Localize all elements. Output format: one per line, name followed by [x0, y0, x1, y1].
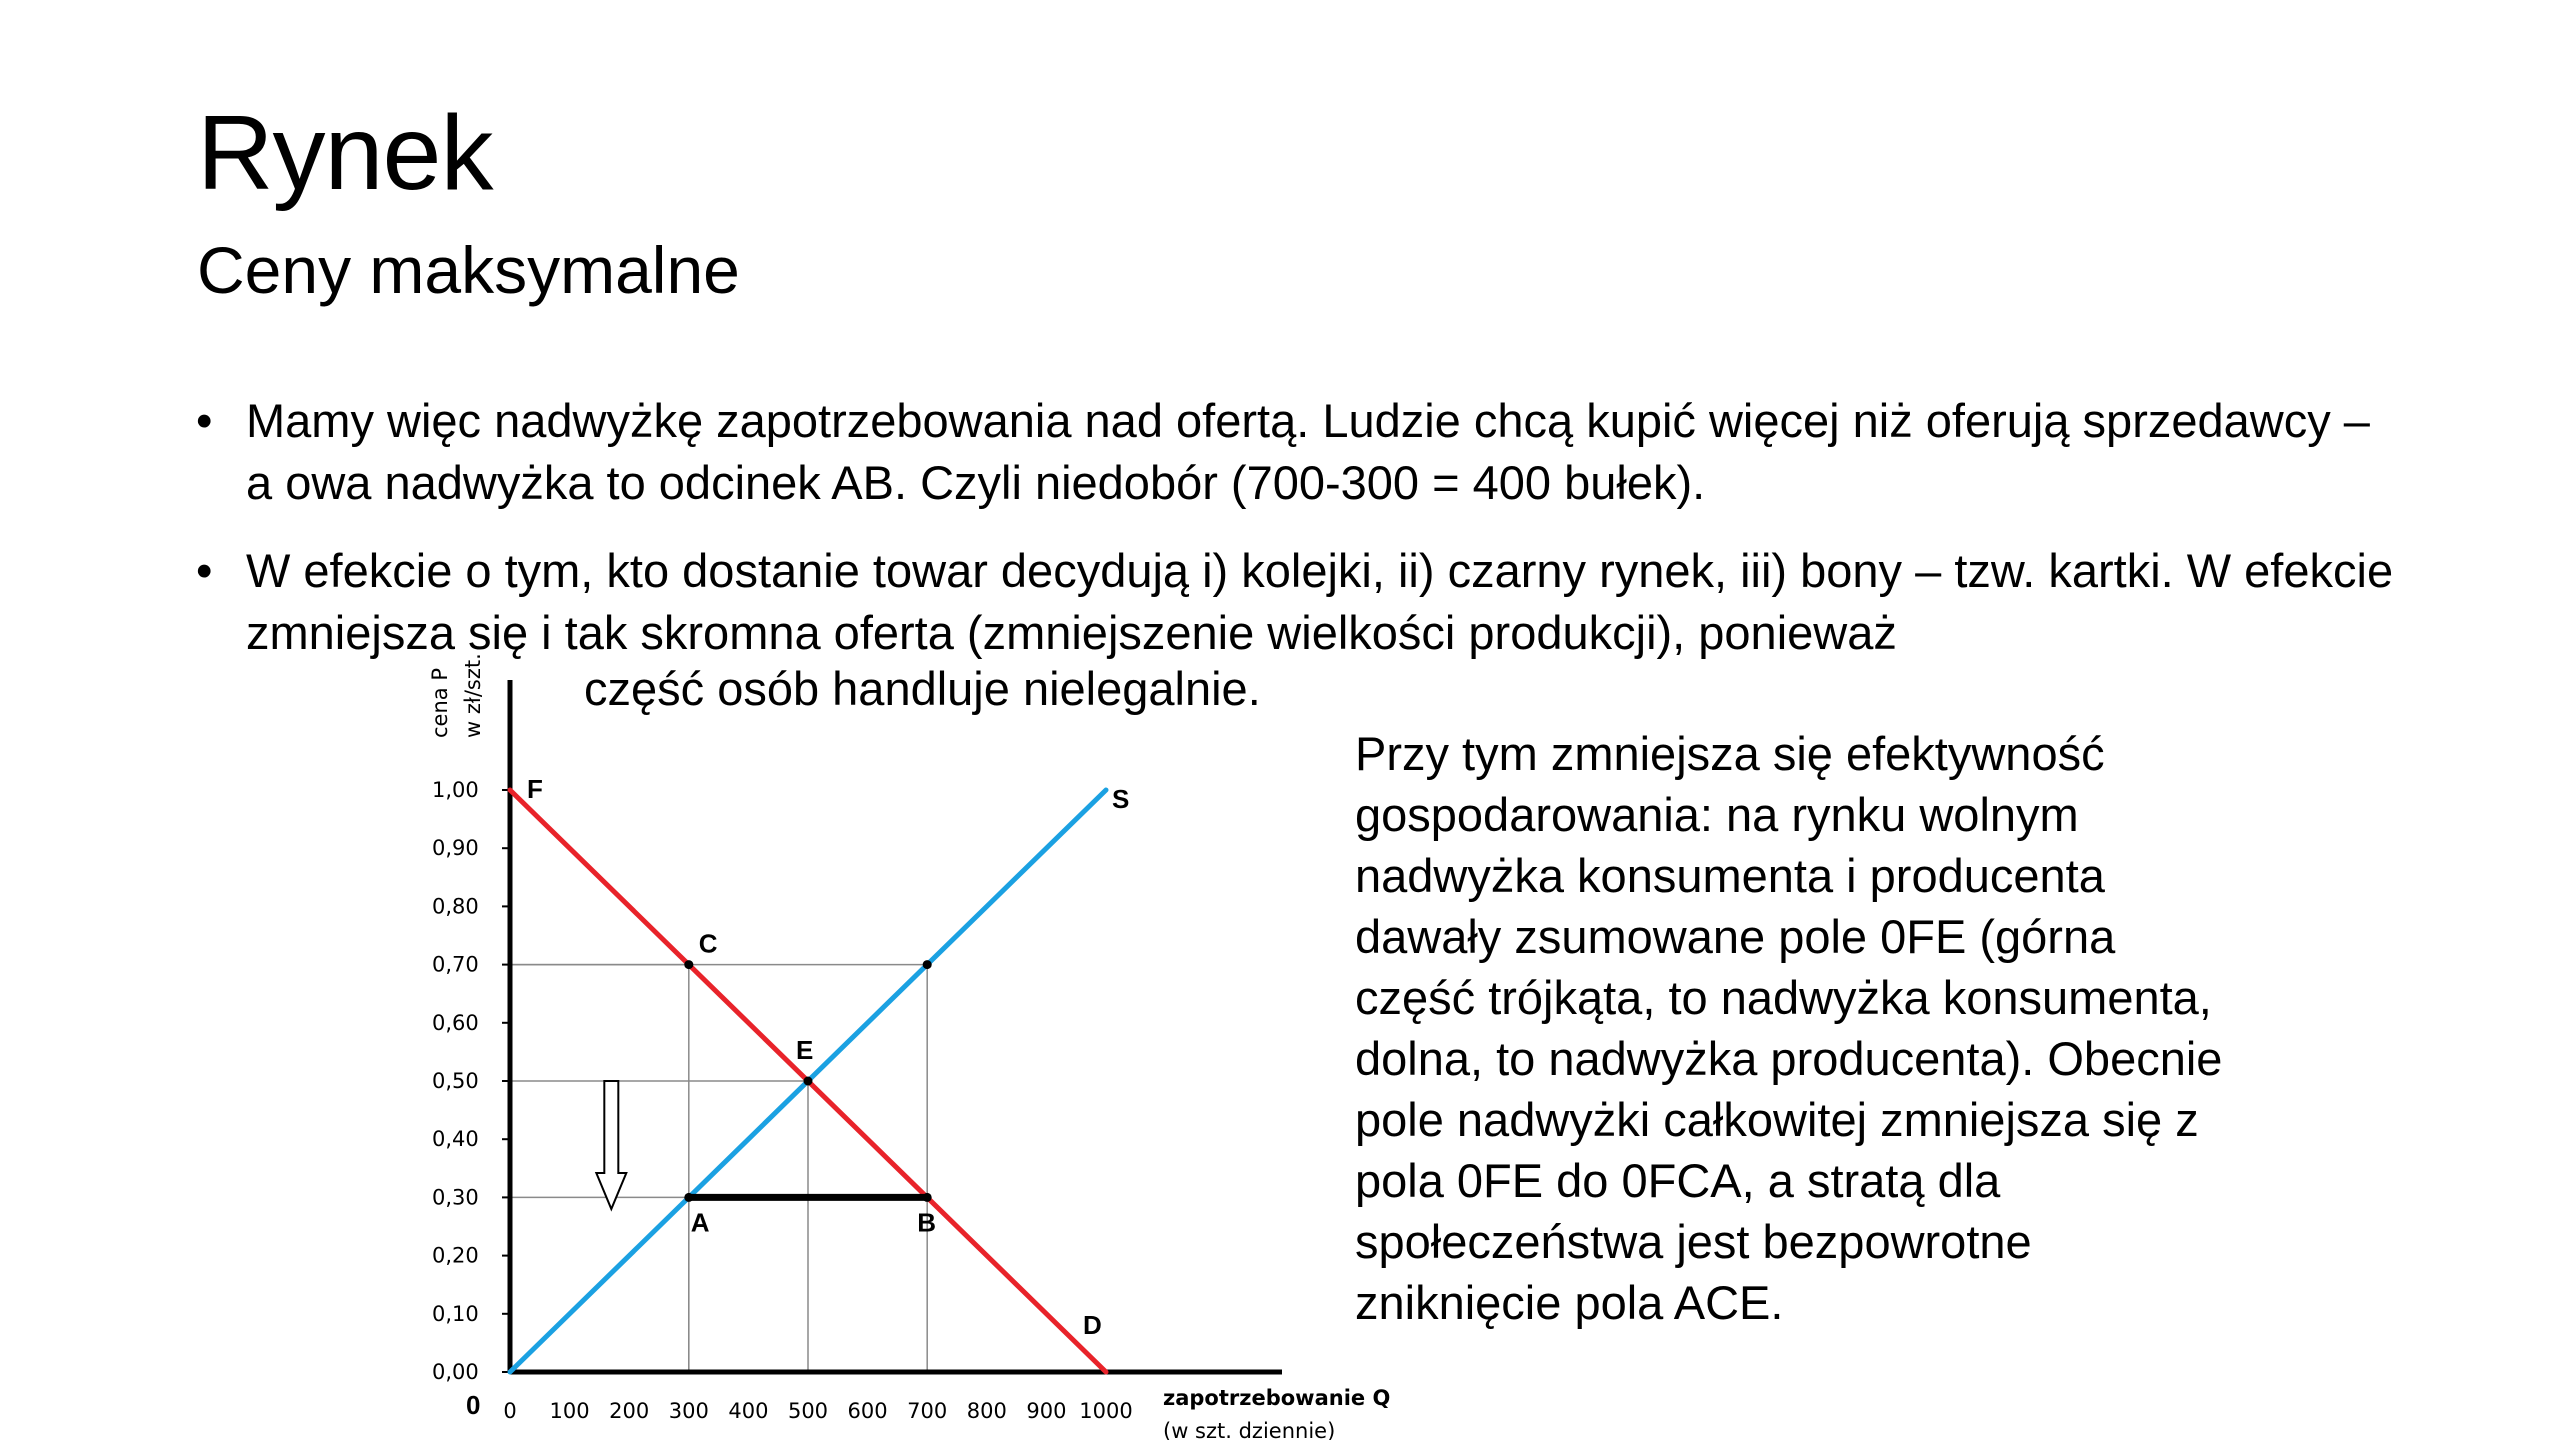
slide-title: Rynek	[197, 94, 493, 212]
point-label-c: C	[698, 928, 718, 959]
x-tick-label: 600	[847, 1399, 888, 1423]
point-label-e: E	[796, 1035, 814, 1065]
data-point	[684, 960, 693, 969]
side-line: część trójkąta, to nadwyżka konsumenta,	[1355, 971, 2212, 1024]
bullet-continuation: część osób handluje nielegalnie.	[584, 662, 1261, 715]
side-line: społeczeństwa jest bezpowrotne	[1355, 1215, 2032, 1268]
slide-subtitle: Ceny maksymalne	[197, 233, 740, 307]
data-point	[804, 1077, 813, 1086]
data-point	[923, 1193, 932, 1202]
y-tick-label: 0,00	[432, 1360, 479, 1384]
side-line: pole nadwyżki całkowitej zmniejsza się z	[1355, 1093, 2199, 1146]
y-tick-label: 0,90	[432, 836, 479, 861]
x-tick-label: 900	[1026, 1399, 1067, 1423]
bullet-marker: •	[196, 394, 213, 447]
y-tick-label: 0,30	[432, 1185, 479, 1210]
x-axis-label-line2: (w szt. dziennie)	[1163, 1419, 1336, 1440]
curve-label-d: D	[1083, 1310, 1102, 1340]
data-point	[684, 1193, 693, 1202]
x-tick-label: 500	[787, 1399, 829, 1423]
x-tick-label: 0	[503, 1399, 517, 1423]
x-tick-label: 400	[728, 1399, 769, 1423]
side-line: zniknięcie pola ACE.	[1355, 1276, 1784, 1329]
point-label-a: A	[690, 1207, 710, 1238]
data-point	[923, 960, 932, 969]
curve-label-f: F	[527, 774, 543, 804]
y-tick-label: 0,80	[432, 894, 479, 919]
x-tick-label: 800	[966, 1399, 1007, 1423]
x-tick-label: 100	[549, 1399, 590, 1423]
side-line: pola 0FE do 0FCA, a stratą dla	[1355, 1154, 2001, 1207]
side-line: Przy tym zmniejsza się efektywność	[1355, 727, 2105, 780]
bullet-marker: •	[196, 544, 213, 597]
y-tick-label: 0,20	[432, 1243, 479, 1268]
y-tick-label: 0,10	[432, 1301, 479, 1326]
y-tick-label: 0,50	[432, 1069, 479, 1093]
bullet-text: W efekcie o tym, kto dostanie towar decydują i) kolejki, ii) czarny rynek, iii) bony – tzw. kartki. W efekcie zmniejsza się i tak skromna oferta (zmniejszenie wielkości produkcji), ponieważ	[246, 544, 2394, 659]
side-line: gospodarowania: na rynku wolnym	[1355, 788, 2079, 841]
y-axis-label-line2: w zł/szt.	[461, 653, 485, 738]
x-tick-label: 1000	[1079, 1399, 1133, 1423]
side-line: nadwyżka konsumenta i producenta	[1355, 849, 2105, 902]
price-ceiling-arrow-icon	[596, 1081, 626, 1209]
y-tick-label: 0,60	[432, 1010, 479, 1035]
curve-label-s: S	[1112, 784, 1130, 814]
side-line: dawały zsumowane pole 0FE (górna	[1355, 910, 2116, 963]
x-tick-label: 200	[609, 1399, 650, 1423]
point-label-b: B	[917, 1207, 936, 1238]
x-tick-label: 700	[907, 1399, 948, 1423]
y-tick-label: 1,00	[432, 778, 479, 802]
x-tick-label: 300	[668, 1399, 709, 1423]
side-line: dolna, to nadwyżka producenta). Obecnie	[1355, 1032, 2223, 1085]
y-axis-label-line1: cena P	[428, 668, 452, 738]
origin-label: 0	[466, 1390, 481, 1420]
x-axis-label-line1: zapotrzebowanie Q	[1163, 1386, 1391, 1410]
bullet-text: Mamy więc nadwyżkę zapotrzebowania nad ofertą. Ludzie chcą kupić więcej niż oferują sprzedawcy – a owa nadwyżka to odcinek AB. Czyli niedobór (700-300 = 400 bułek).	[246, 394, 2370, 509]
y-tick-label: 0,40	[432, 1127, 479, 1152]
y-tick-label: 0,70	[432, 952, 479, 977]
